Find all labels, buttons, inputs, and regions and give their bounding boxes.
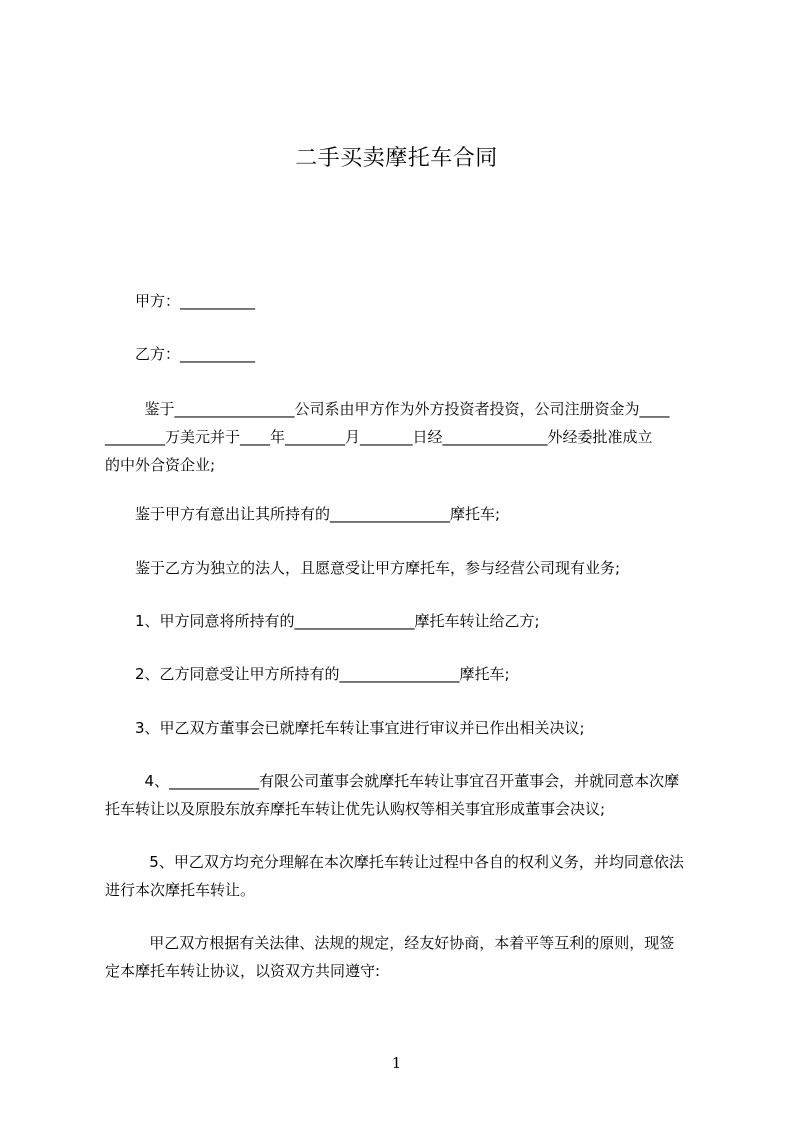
item-5-paragraph — [105, 848, 709, 904]
recital-2-line: 鉴于甲方有意出让其所持有的________________摩托车; — [135, 505, 501, 523]
closing-line-2: 定本摩托车转让协议，以资双方共同遵守: — [105, 962, 381, 980]
recital-1-line-1: 鉴于________________公司系由甲方作为外方投资者投资，公司注册资金为____ — [135, 400, 670, 418]
recital-3-line: 鉴于乙方为独立的法人，且愿意受让甲方摩托车，参与经营公司现有业务; — [135, 559, 621, 577]
recital-1-paragraph — [105, 395, 709, 479]
page-number: 1 — [391, 1054, 402, 1072]
item-5-line-2: 进行本次摩托车转让。 — [105, 881, 256, 899]
recital-1-line-3: 的中外合资企业; — [105, 456, 216, 474]
recital-1-line-2: ________万美元并于____年________月_______日经______________外经委批准成立 — [105, 428, 653, 446]
party-b-line: 乙方：__________ — [135, 345, 256, 363]
closing-line-1: 甲乙双方根据有关法律、法规的规定，经友好协商，本着平等互利的原则，现签 — [135, 934, 675, 952]
item-5-line-1: 5、甲乙双方均充分理解在本次摩托车转让过程中各自的权利义务，并均同意依法 — [135, 853, 684, 871]
item-1-line: 1、甲方同意将所持有的________________摩托车转让给乙方; — [135, 612, 540, 630]
party-a-line: 甲方：__________ — [135, 292, 256, 310]
item-3-line: 3、甲乙双方董事会已就摩托车转让事宜进行审议并已作出相关决议; — [135, 719, 585, 737]
document-title: 二手买卖摩托车合同 — [295, 146, 498, 171]
item-4-line-1: 4、____________有限公司董事会就摩托车转让事宜召开董事会，并就同意本次摩 — [135, 772, 680, 790]
item-4-line-2: 托车转让以及原股东放弃摩托车转让优先认购权等相关事宜形成董事会决议; — [105, 800, 606, 818]
item-4-paragraph — [105, 767, 709, 823]
closing-paragraph — [105, 929, 709, 985]
item-2-line: 2、乙方同意受让甲方所持有的________________摩托车; — [135, 665, 510, 683]
